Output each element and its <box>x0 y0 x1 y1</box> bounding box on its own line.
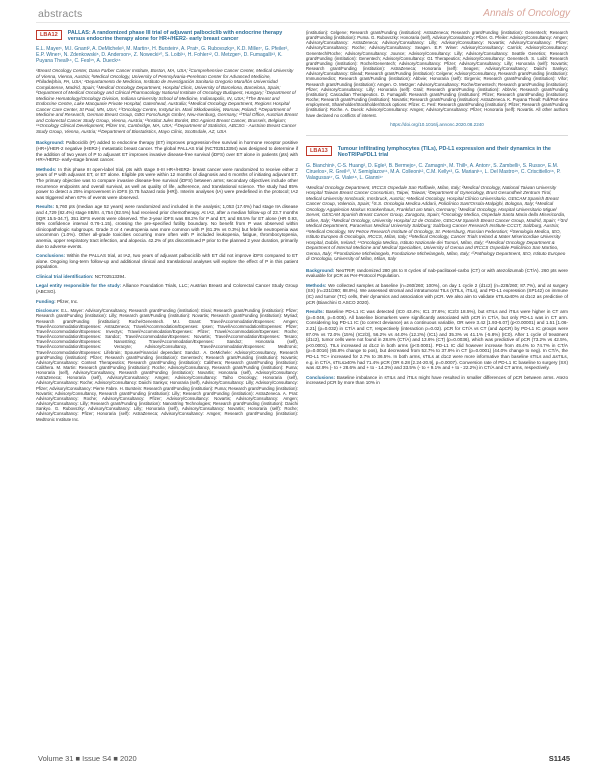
disclosure-continued: (institution): Celgene; Research grant/Funding (institution): AstraZeneca; Research grant/Funding (institution): Genentech; Research grant/Funding (institution): Puma. G. Rubovszky: Honoraria (self), Advisory/Consultancy: Pfizer. G. Pfeiler: Advisory/Consultancy: Amgen; Advisory/Consultancy: AstraZeneca; Advisory/Consultancy: Lilly; Advisory/Consultancy: Novartis; Advisory/Consultancy: Pfizer; Advisory/Consultancy: Roche; Advisory/Consultancy: Seagen. E.P. Winer: Advisory/Consultancy: Carrick; Advisory/Consultancy: Genentech/Roche; Advisory/Consultancy: Jounce; Advisory/Consultancy: Lilly; Advisory/Consultancy: Seattle Genetics; Research grant/Funding (institution): Genentech; Advisory/Consultancy: G1 Therapeutics; Advisory/Consultancy: Genentech. S. Loibl: Research grant/Funding (institution): Roche/Genentech; Advisory/Consultancy: Pfizer; Advisory/Consultancy: Lilly; Honoraria (self): Novartis; Research grant/Funding (institution): AstraZeneca; Honoraria (self): Seagen; Advisory/Consultancy: Daiichi Sankyo; Advisory/Consultancy: Gilead; Research grant/Funding (institution): Celgene; Advisory/Consultancy, Research grant/Funding (institution): Immunomedics; Research grant/Funding (institution): Abbvie; Honoraria (self): Eirgenix; Research grant/Funding (institution): Vifor; Research grant/Funding (institution): Amgen. O. Metzger: Advisory/Consultancy: Roche/Genentech; Research grant/Funding (institution): Pfizer; Advisory/Consultancy: Lilly; Honoraria (self): Grail; Research grant/Funding (institution): AbbVie; Research grant/Funding (institution): Cascadian Therapeutics. D. Fumagalli: Research grant/Funding (institution): Pfizer; Research grant/Funding (institution): Roche; Research grant/Funding (institution): Novartis; Research grant/Funding (institution): AstraZeneca. K. Puyana Theall: Full/Part-time employment, Shareholder/Stockholder/Stock options: Pfizer. C. Fesl: Research grant/Funding (institution): Pfizer; Research grant/Funding (institution): Roche. A. Dueck: Advisory/Consultancy: Amgen; Advisory/Consultancy: Pfizer; Honoraria (self): Novartis. All other authors have declared no conflicts of interest. <box>306 30 568 118</box>
abstract-header-lba12 <box>36 30 298 42</box>
conclusions-label: Conclusions: <box>36 253 66 259</box>
volume-issue: Volume 31 ■ Issue S4 ■ 2020 <box>38 754 137 763</box>
registration-text: NCT02513394. <box>94 273 126 279</box>
results-paragraph-2 <box>306 309 568 371</box>
funding-text: Pfizer, Inc. <box>56 298 79 304</box>
page-number: S1145 <box>548 754 570 763</box>
methods-label-2: Methods: <box>306 282 327 288</box>
funding-label: Funding: <box>36 298 56 304</box>
registration-label: Clinical trial identification: <box>36 273 94 279</box>
affiliations: ¹Breast Oncology Center, Dana Farber Cancer Institute, Boston, MA, USA; ²Comprehensive Cancer Center, Medical University of Vienna, Vienna, Austria; ³Medical Oncology, University of Pennsylvania-Perelman Center for Advanced Medicine, Philadelphia, PA, USA; ⁴Departamento de Medicina, Instituto de Investigación Sanitaria Gregorio Marañón Universidad Complutense, Madrid, Spain; ⁵Medical Oncology Department, Hospital Clinic, University of Barcelona, Barcelona, Spain; ⁶Department of Medical Oncology and Clinical Pharmacology National Institute of Oncology Budapest, Hungary; ⁷Department of Medicine Hematology/Oncology Division, Indiana University School of Medicine, Indianapolis, IN, USA; ⁸The Breast and Endocrine Centre, Lake Macquarie Private Hospital, Gateshead, Australia; ⁹Medical Oncology Department, Regions Hospital Cancer Care Center, St Paul, MN, USA; ¹⁰Oncology Centre, Instytut im. Marii Skłodowskiej, Warsaw, Poland; ¹¹Department of Medicine and Research, German Breast Group, GBG Forschungs GmbH, Neu-Isenburg, Germany; ¹²Trial Office, Austrian Breast and Colorectal Cancer Study Group, Vienna, Austria; ¹³Institut Jules Bordet, BIG Against Breast Cancer, Brussels, Belgium; ¹⁴Oncology Clinical Development, Pfizer Inc, Cambridge, MA, USA; ¹⁵Department of Statistics, ABCSG - Austrian Breast Cancer Study Group, Vienna, Austria; ¹⁶Department of Biostatistics, Mayo Clinic, Scottsdale, AZ, USA <box>36 68 298 134</box>
background-label: Background: <box>36 140 65 146</box>
funding-paragraph <box>36 299 298 305</box>
results-text-2: Baseline PD-L1 IC was detected (IC0 43.4%; IC1 37.6%; IC2/3 18.5%), but sTILs and iTILs were higher in CT arm (p=0.046, p=0.005). All baseline biomarkers were significantly associated with pCR in CT/A, but only PD-L1 was in CT arm. Considering log PD-L1 IC (to correct deviance) as a continuous variable, OR were 3.42 [1.93-6.07] (p<0.00001) and 1.51 [1.06-2.21] (p=0.032) in CT/A and CT, respectively (interaction p=0.02). pCR for CT/A vs CT (and ΔpCR) by PD-L1 IC groups were 87.0% vs 72.0% (15%) (IC2/3), 56.2% vs 44.0% (12.2%) (IC1) and 35.3% vs 41.1% (-5.8%) (IC0). After 1 cycle of treatment (d1c2), tumor cells were not found in 28.8% (CT/A) and 13.6% (CT) (p=0.0036), which was predictive of pCR (73.2% vs 42.5%, p<0.0001). TILs increased at d1c2 in both arms (p<0.0001). PD-L1 IC did however increase from 45.4% to 74.7% in CT/A (p=0.0016) (65.8% change to pos), but decreased from 52.7% to 37.9% in CT (p=0.0001) (44.0% change to neg). In CT/A, the PD-L1 TC+ increased for 2.7% to 36.5%. In both arms, sTILs at d1c2 were more informative than baseline sTILs and ΔsTILs, e.g. in CT/A, sTILs≥40% had 71.4% pCR (OR 6.28 [2.24-20.9], p=0.0007). Conversion rate of PD-L1 IC baseline to surgery (SX) was 42.9% (- to + 28.6% and + to - 14.3%) and 33.5% (- to + 9.1% and + to - 22.2%) in CT/A and CT arms, respectively. <box>306 309 568 371</box>
results-text: 5,760 pts (median age 52 years) were randomized and included in the analysis; 1,053 (17.6%) had stage IIA disease and 4,729 (82.4%) stage IIB/III. 4,754 (82.5%) had received prior chemotherapy. At IA2, after a median follow-up of 23.7 months (IQR 15.5-34.7), 351 iDFS events were observed. The 3-year iDFS was 88.2% for P and ET, and 88.5% for ET alone (HR 0.93, 95% confidence interval 0.76-1.15), crossing the pre-specified futility boundary. No benefit from P was observed within clinicopathologic subgroups. Grade 3 or 4 neutropenia was more common with P (61.3% vs 0.3%) but febrile neutropenia was uncommon (1.0%). Other all-grade toxicities occurring more often with P included leukopenia, fatigue, thrombocytopenia, anemia, upper respiratory tract infection, and alopecia. 42.2% of pts discontinued P prior to the planned 2 year duration, primarily due to adverse events. <box>36 204 298 249</box>
methods-text: In this phase III open-label trial, pts with stage II-III HR+/HER2- breast cancer were randomized to receive either 2 years of P with adjuvant ET, or ET alone. Eligible pts were within 12 months of diagnosis and 6 months of initiating adjuvant ET. The primary objective was to compare invasive disease-free survival (iDFS) between arms; secondary objectives include other recurrence endpoints and overall survival, as well as quality of life, adherence, and translational science. The study had 85% power to detect a 25% improvement in iDFS (0.75 hazard ratio [HR]). Interim analyses (IA) were predefined in the protocol; IA2 was triggered when 67% of events were observed. <box>36 166 298 200</box>
disclosure-text: E.L. Mayer: Advisory/Consultancy, Research grant/Funding (institution): Eisai; Research grant/Funding (institution): Pfizer; Research grant/Funding (institution): Lilly; Research grant/Funding (institution): Novartis; Research grant/Funding (institution): Myriad; Research grant/Funding (institution): Roche/Genentech. M.I. Gnant: Travel/Accommodation/Expenses: Amgen; Travel/Accommodation/Expenses: AstraZeneca; Travel/Accommodation/Expenses: Ipsen; Travel/Accommodation/Expenses: Pfizer; Travel/Accommodation/Expenses: Invectys; Travel/Accommodation/Expenses: Pfizer; Travel/Accommodation/Expenses: Roche; Travel/Accommodation/Expenses: Sandoz; Travel/Accommodation/Expenses: Novartis; Travel/Accommodation/Expenses: Tesaro; Travel/Accommodation/Expenses: Nanostring; Travel/Accommodation/Expenses: Sandoz; Honoraria (self), Travel/Accommodation/Expenses: Veracyte; Advisory/Consultancy, Travel/Accommodation/Expenses: Medtronic; Travel/Accommodation/Expenses: Lifebrain; Spouse/Financial dependant: Sandoz. A. DeMichele: Advisory/Consultancy, Research grant/Funding (institution): Pfizer; Research grant/Funding (institution): Genentech; Research grant/Funding (institution): Novartis; Advisory/Consultancy: Context Therapeutics; Research grant/Funding (institution): Calithera; Research grant/Funding (institution): Calithera. M. Martin: Research grant/Funding (institution): Roche; Advisory/Consultancy, Research grant/Funding (institution): Puma; Honoraria (self), Advisory/Consultancy, Research grant/Funding (institution): Novartis; Honoraria (self), Advisory/Consultancy: AstraZeneca; Honoraria (self), Advisory/Consultancy: Amgen; Advisory/Consultancy: Taiho Oncology; Honoraria (self), Advisory/Consultancy: Roche; Advisory/Consultancy: Daiichi Sankyo; Honoraria (self), Advisory/Consultancy: Lilly; Advisory/Consultancy: Pfizer; Advisory/Consultancy: Pierre Fabre. H. Burstein: Research grant/Funding (institution): Puma; Research grant/Funding (institution): Novartis; Advisory/Consultancy, Research grant/Funding (institution): Lilly; Research grant/Funding (institution): AstraZeneca. A. Prat: Advisory/Consultancy: Roche; Advisory/Consultancy: Pfizer; Advisory/Consultancy: Novartis; Advisory/Consultancy: Amgen; Advisory/Consultancy: Lilly; Research grant/Funding (institution): Nanostring Technologies; Research grant/Funding (institution): Daiichi Sankyo. G. Rubovszky: Advisory/Consultancy: Lilly; Honoraria (self), Advisory/Consultancy: Novartis; Honoraria (self): Roche; Advisory/Consultancy: Pfizer; Honoraria (self): AstraZeneca; Advisory/Consultancy: Amgen; Research grant/Funding (institution): Medtronic Institute Inc. <box>36 308 298 422</box>
author-list-2: G. Bianchini¹, C-S. Huang², D. Egle³, B. Bermejo⁴, C. Zamagni⁵, M. Thill⁶, A. Anton⁷, S. Zambelli¹, S. Russo⁸, E.M. Ciruelos⁹, R. Greil¹⁰, V. Semiglazov¹¹, M.A. Colleoni¹², C.M. Kelly¹³, G. Mariani¹⁴, L. Del Mastro¹⁵, C. Criscitiello¹⁶, P. Valagussa¹⁷, G. Viale¹⁸, L. Gianni¹⁷ <box>306 162 561 181</box>
conclusions-text: Within the PALLAS trial, at IA2, two years of adjuvant palbociclib with ET did not improve iDFS compared to ET alone. Ongoing long-term follow-up and additional clinical and translational analyses will explore the effect of P in this patient population. <box>36 253 298 270</box>
abstract-id-2: LBA13 <box>306 146 332 156</box>
legal-paragraph <box>36 283 298 294</box>
background-paragraph <box>36 140 298 162</box>
abstract-header-lba13 <box>306 146 568 158</box>
conclusions-label-2: Conclusions: <box>306 374 336 380</box>
background-text: Palbociclib (P) added to endocrine therapy (ET) improves progression-free survival in hormone receptor positive (HR+)/HER-2 negative (HER2-) metastatic breast cancer. The global PALLAS trial (NCT02513394) was designed to determine if the addition of two years of P to adjuvant ET improves invasive disease-free survival (iDFS) over ET alone in patients (pts) with HR+/HER2- early-stage breast cancer. <box>36 140 298 163</box>
conclusions-text-2: Baseline imbalance in sTILs and iTILs might have resulted in smaller differences of pCR between arms. Atezo increased pCR by more than 10% in <box>306 374 568 386</box>
journal-name: Annals of Oncology <box>483 8 570 19</box>
section-header: abstracts <box>38 8 83 20</box>
conclusions-paragraph <box>36 253 298 270</box>
methods-label: Methods: <box>36 166 57 172</box>
results-label-2: Results: <box>306 309 325 315</box>
background-label-2: Background: <box>306 267 335 273</box>
results-paragraph <box>36 204 298 249</box>
legal-label: Legal entity responsible for the study: <box>36 283 122 289</box>
abstract-divider <box>306 135 568 136</box>
left-column <box>36 30 298 426</box>
abstract-title-2: Tumour infiltrating lymphocytes (TILs), PD-L1 expression and their dynamics in the NeoTRIPaPDL1 trial <box>337 146 551 159</box>
disclosure-label: Disclosure: <box>36 308 60 314</box>
abstract-title: PALLAS: A randomized phase III trial of adjuvant palbociclib with endocrine therapy versus endocrine therapy alone for HR+/HER2- early breast cancer <box>67 30 283 43</box>
background-text-2: NeoTRIP, randomized 280 pts to 8 cycles of nab-paclitaxel-carbo (CT) or with atezolizumab (CT/A). 260 pts were evaluable for pCR as Per-Protocol Population. <box>306 267 568 279</box>
doi-link[interactable]: https://doi.org/10.1016/j.annonc.2020.08.2240 <box>390 121 484 127</box>
right-column <box>306 30 568 390</box>
registration-paragraph <box>36 274 298 280</box>
author-list: E.L. Mayer¹, M.I. Gnant², A. DeMichele³, M. Martin⁴, H. Burstein¹, A. Prat⁵, G. Rubovszky⁶, K.D. Miller⁷, G. Pfeiler², E.P. Winer¹, N. Zdenkowski⁸, D. Anderson⁹, Z. Nowecki¹⁰, S. Loibl¹¹, H. Fohler¹², O. Metzger¹, D. Fumagalli¹³, K. Puyana Theall¹⁴, C. Fesl¹⁵, A. Dueck¹⁶ <box>36 46 289 65</box>
methods-paragraph-2 <box>306 283 568 305</box>
background-paragraph-2 <box>306 268 568 279</box>
methods-text-2: We collected samples at baseline (n=260/260; 100%), on day 1 cycle 2 (d1c2) (n=228/260; 87.7%), and at surgery (SX) (n=231/260; 88.8%). We assessed stromal and intratumoral TILs (sTILs, iTILs), and PD-L1 expression (SP142) on immune (IC) and tumor (TC) cells, their dynamics and association with pCR. We also aim to validate sTILs≥40% at d1c2 as predictive of pCR (Bianchini G ASCO 2020). <box>306 282 569 305</box>
conclusions-paragraph-2 <box>306 375 568 386</box>
affiliations-2: ¹Medical Oncology Department, IRCCS Ospedale San Raffaele, Milan, Italy; ²Medical Oncology, National Taiwan University Hospital Taiwan Breast Cancer Consortium, Taipei, Taiwan; ³Department of Gynecology, Brust Gesundheit Zentrum Tirol, Medical University Innsbruck, Innsbruck, Austria; ⁴Medical Oncology, Hospital Clínico Universitario, GEICAM Spanish Breast Cancer Group, Valencia, Spain; ⁵S.S. Oncologia Medica Addarii, Policlinico Sant'Orsola-Malpighi, Bologna, Italy; ⁶Medical Oncology Agaplesion Markus Krankenhaus, Frankfurt am Main, Germany; ⁷Medical Oncology, Hospital Universitario Miguel Servet, GEICAM Spanish Breast Cancer Group, Zaragoza, Spain; ⁸Oncology Medica, Ospedale Santa Maria della Misericordia, Udine, Italy; ⁹Medical Oncology, University Hospital 12 de Octubre, GEICAM Spanish Breast Cancer Group, Madrid, Spain; ¹⁰3rd Medical Department, Paracelsus Medical University Salzburg; Salzburg Cancer Research Institute-CCCIT, Salzburg, Austria; ¹¹Medical Oncology, NN Petrov Research Institute of Oncology, St. Petersburg, Russian Federation; ¹²Senologia Medica, IEO, Istituto Europeo di Oncologia, IRCCS, Milan, Italy; ¹³Medical Oncology, Cancer Trials Ireland & Mater Misericordiae University Hospital, Dublin, Ireland; ¹⁴Oncologia Medica, Istituto Nazionale dei Tumori, Milan, Italy; ¹⁵Medical Oncology Department & Department of Internal Medicine and Medical Specialties, University of Genoa and IRCCS Ospedale Policlinico San Martino, Genoa, Italy; ¹⁶Fondazione Michelangelo, Fondazione Michelangelo, Milan, Italy; ¹⁷Pathology Department, IEO, Istituto Europeo di Oncologia, University of Milan, Milan, Italy <box>306 184 568 262</box>
results-label: Results: <box>36 204 55 210</box>
header-rule <box>36 22 570 23</box>
abstract-id: LBA12 <box>36 30 62 40</box>
disclosure-paragraph <box>36 308 298 421</box>
methods-paragraph <box>36 167 298 201</box>
legal-text: Alliance Foundation Trials, LLC; Austrian Breast and Colorectal Cancer Study Group (ABCSG). <box>36 283 298 295</box>
